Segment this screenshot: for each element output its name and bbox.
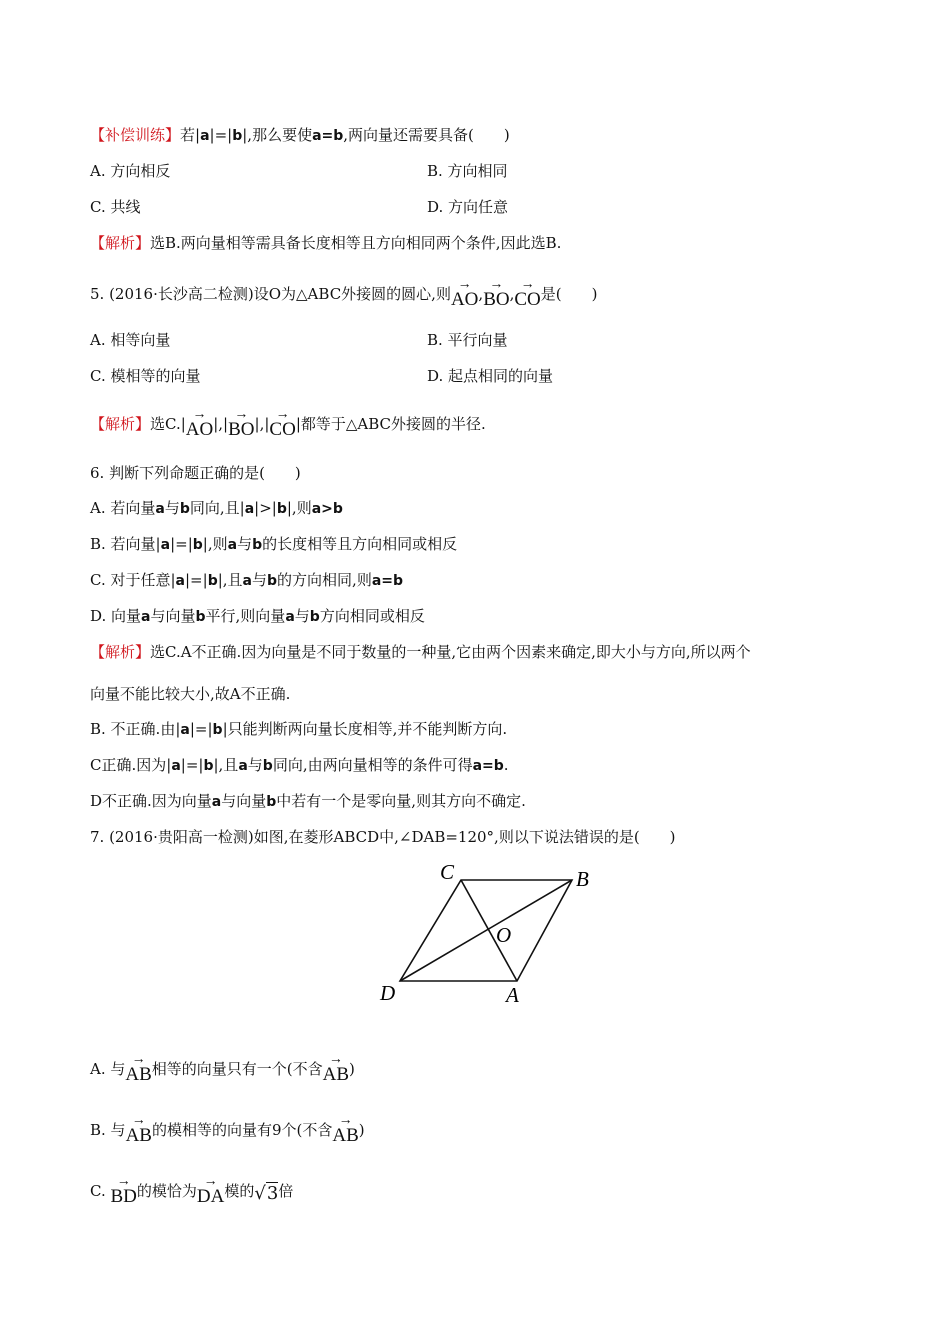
- sqrt-3: √3: [254, 1183, 279, 1204]
- answer-tag: 【解析】: [90, 643, 151, 661]
- supplement-option-c: C. 共线: [90, 198, 141, 216]
- vector-da: → DA: [196, 1174, 225, 1207]
- q6-stem: 6. 判断下列命题正确的是( ): [90, 464, 301, 482]
- q7-option-c: C. → BD的模恰为 → DA模的√3倍: [90, 1174, 294, 1207]
- supplement-question: 【补偿训练】若|a|=|b|,那么要使a=b,两向量还需要具备( ): [90, 126, 510, 144]
- q7-stem: 7. (2016·贵阳高一检测)如图,在菱形ABCD中,∠DAB=120°,则以下说法错误的是( ): [90, 828, 676, 846]
- vector-bd: → BD: [110, 1174, 137, 1207]
- q6-option-d: D. 向量a与向量b平行,则向量a与b方向相同或相反: [90, 607, 425, 625]
- q6-answer-c: C正确.因为|a|=|b|,且a与b同向,由两向量相等的条件可得a=b.: [90, 756, 509, 774]
- q5-option-b: B. 平行向量: [427, 331, 508, 349]
- label-a: A: [506, 983, 519, 1007]
- label-b: B: [576, 867, 589, 891]
- q5-option-a: A. 相等向量: [90, 331, 171, 349]
- vector-ab: → AB: [322, 1052, 350, 1085]
- vector-ao: → AO: [185, 407, 214, 440]
- vector-ab: → AB: [125, 1052, 152, 1085]
- vector-bo: → BO: [483, 277, 510, 310]
- q6-answer-line-1: 【解析】选C.A不正确.因为向量是不同于数量的一种量,它由两个因素来确定,即大小与方向,所以两个: [90, 643, 751, 661]
- answer-tag: 【解析】: [90, 415, 151, 433]
- q5-option-c: C. 模相等的向量: [90, 367, 201, 385]
- q7-option-a: A. 与 → AB相等的向量只有一个(不含 → AB): [90, 1052, 355, 1085]
- supplement-option-b: B. 方向相同: [427, 162, 508, 180]
- label-c: C: [440, 860, 455, 884]
- vector-ab: → AB: [125, 1113, 152, 1146]
- q5-stem: 5. (2016·长沙高二检测)设O为△ABC外接圆的圆心,则 → AO, → BO, → CO是( ): [90, 277, 598, 310]
- q6-answer-b: B. 不正确.由|a|=|b|只能判断两向量长度相等,并不能判断方向.: [90, 720, 508, 738]
- label-d: D: [380, 981, 396, 1005]
- supplement-option-d: D. 方向任意: [427, 198, 509, 216]
- answer-tag: 【解析】: [90, 234, 151, 252]
- q6-answer-d: D不正确.因为向量a与向量b中若有一个是零向量,则其方向不确定.: [90, 792, 526, 810]
- q6-option-a: A. 若向量a与b同向,且|a|>|b|,则a>b: [90, 499, 343, 517]
- label-o: O: [496, 923, 512, 947]
- supplement-answer: 【解析】选B.两向量相等需具备长度相等且方向相同两个条件,因此选B.: [90, 234, 562, 252]
- vector-ab: → AB: [332, 1113, 359, 1146]
- q5-option-d: D. 起点相同的向量: [427, 367, 554, 385]
- vector-ao: → AO: [450, 277, 479, 310]
- diagonal-db: [400, 880, 572, 981]
- q6-answer-line-2: 向量不能比较大小,故A不正确.: [90, 685, 291, 703]
- supplement-tag: 【补偿训练】: [90, 126, 181, 144]
- rhombus-diagram: [370, 855, 610, 1015]
- q6-option-b: B. 若向量|a|=|b|,则a与b的长度相等且方向相同或相反: [90, 535, 458, 553]
- vector-co: → CO: [269, 407, 296, 440]
- q6-option-c: C. 对于任意|a|=|b|,且a与b的方向相同,则a=b: [90, 571, 404, 589]
- q5-answer: 【解析】选C.| → AO|,| → BO|,| → CO|都等于△ABC外接圆的半径.: [90, 407, 486, 440]
- q7-option-b: B. 与 → AB的模相等的向量有9个(不含 → AB): [90, 1113, 365, 1146]
- supplement-option-a: A. 方向相反: [90, 162, 171, 180]
- vector-bo: → BO: [228, 407, 255, 440]
- vector-co: → CO: [514, 277, 541, 310]
